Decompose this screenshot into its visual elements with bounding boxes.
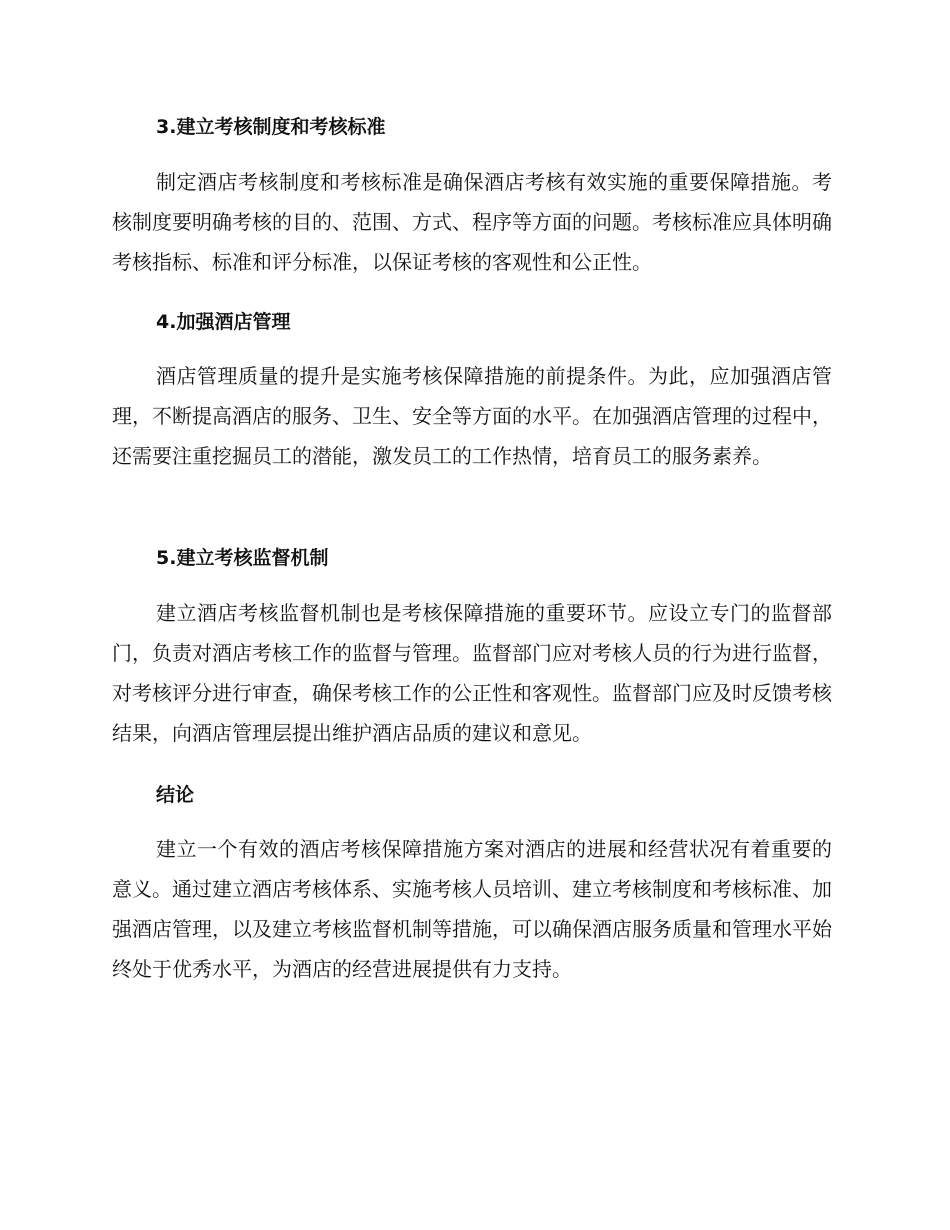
section-heading-3: 3.建立考核制度和考核标准 [156,116,386,138]
section-paragraph-4: 酒店管理质量的提升是实施考核保障措施的前提条件。为此，应加强酒店管理，不断提高酒店的服务、卫生、安全等方面的水平。在加强酒店管理的过程中，还需要注重挖掘员工的潜能，激发员工的工作热情，培育员工的服务素养。 [112,364,832,468]
section-paragraph-5: 建立酒店考核监督机制也是考核保障措施的重要环节。应设立专门的监督部门，负责对酒店考核工作的监督与管理。监督部门应对考核人员的行为进行监督，对考核评分进行审查，确保考核工作的公正性和客观性。监督部门应及时反馈考核结果，向酒店管理层提出维护酒店品质的建议和意见。 [112,601,832,745]
section-heading-4: 4.加强酒店管理 [156,311,291,333]
section-heading-5: 5.建立考核监督机制 [156,547,329,569]
conclusion-paragraph: 建立一个有效的酒店考核保障措施方案对酒店的进展和经营状况有着重要的意义。通过建立酒店考核体系、实施考核人员培训、建立考核制度和考核标准、加强酒店管理，以及建立考核监督机制等措施，可以确保酒店服务质量和管理水平始终处于优秀水平，为酒店的经营进展提供有力支持。 [112,837,832,981]
conclusion-heading: 结论 [156,784,195,806]
section-paragraph-3: 制定酒店考核制度和考核标准是确保酒店考核有效实施的重要保障措施。考核制度要明确考核的目的、范围、方式、程序等方面的问题。考核标准应具体明确考核指标、标准和评分标准，以保证考核的客观性和公正性。 [112,170,832,274]
document-page [112,0,832,1230]
